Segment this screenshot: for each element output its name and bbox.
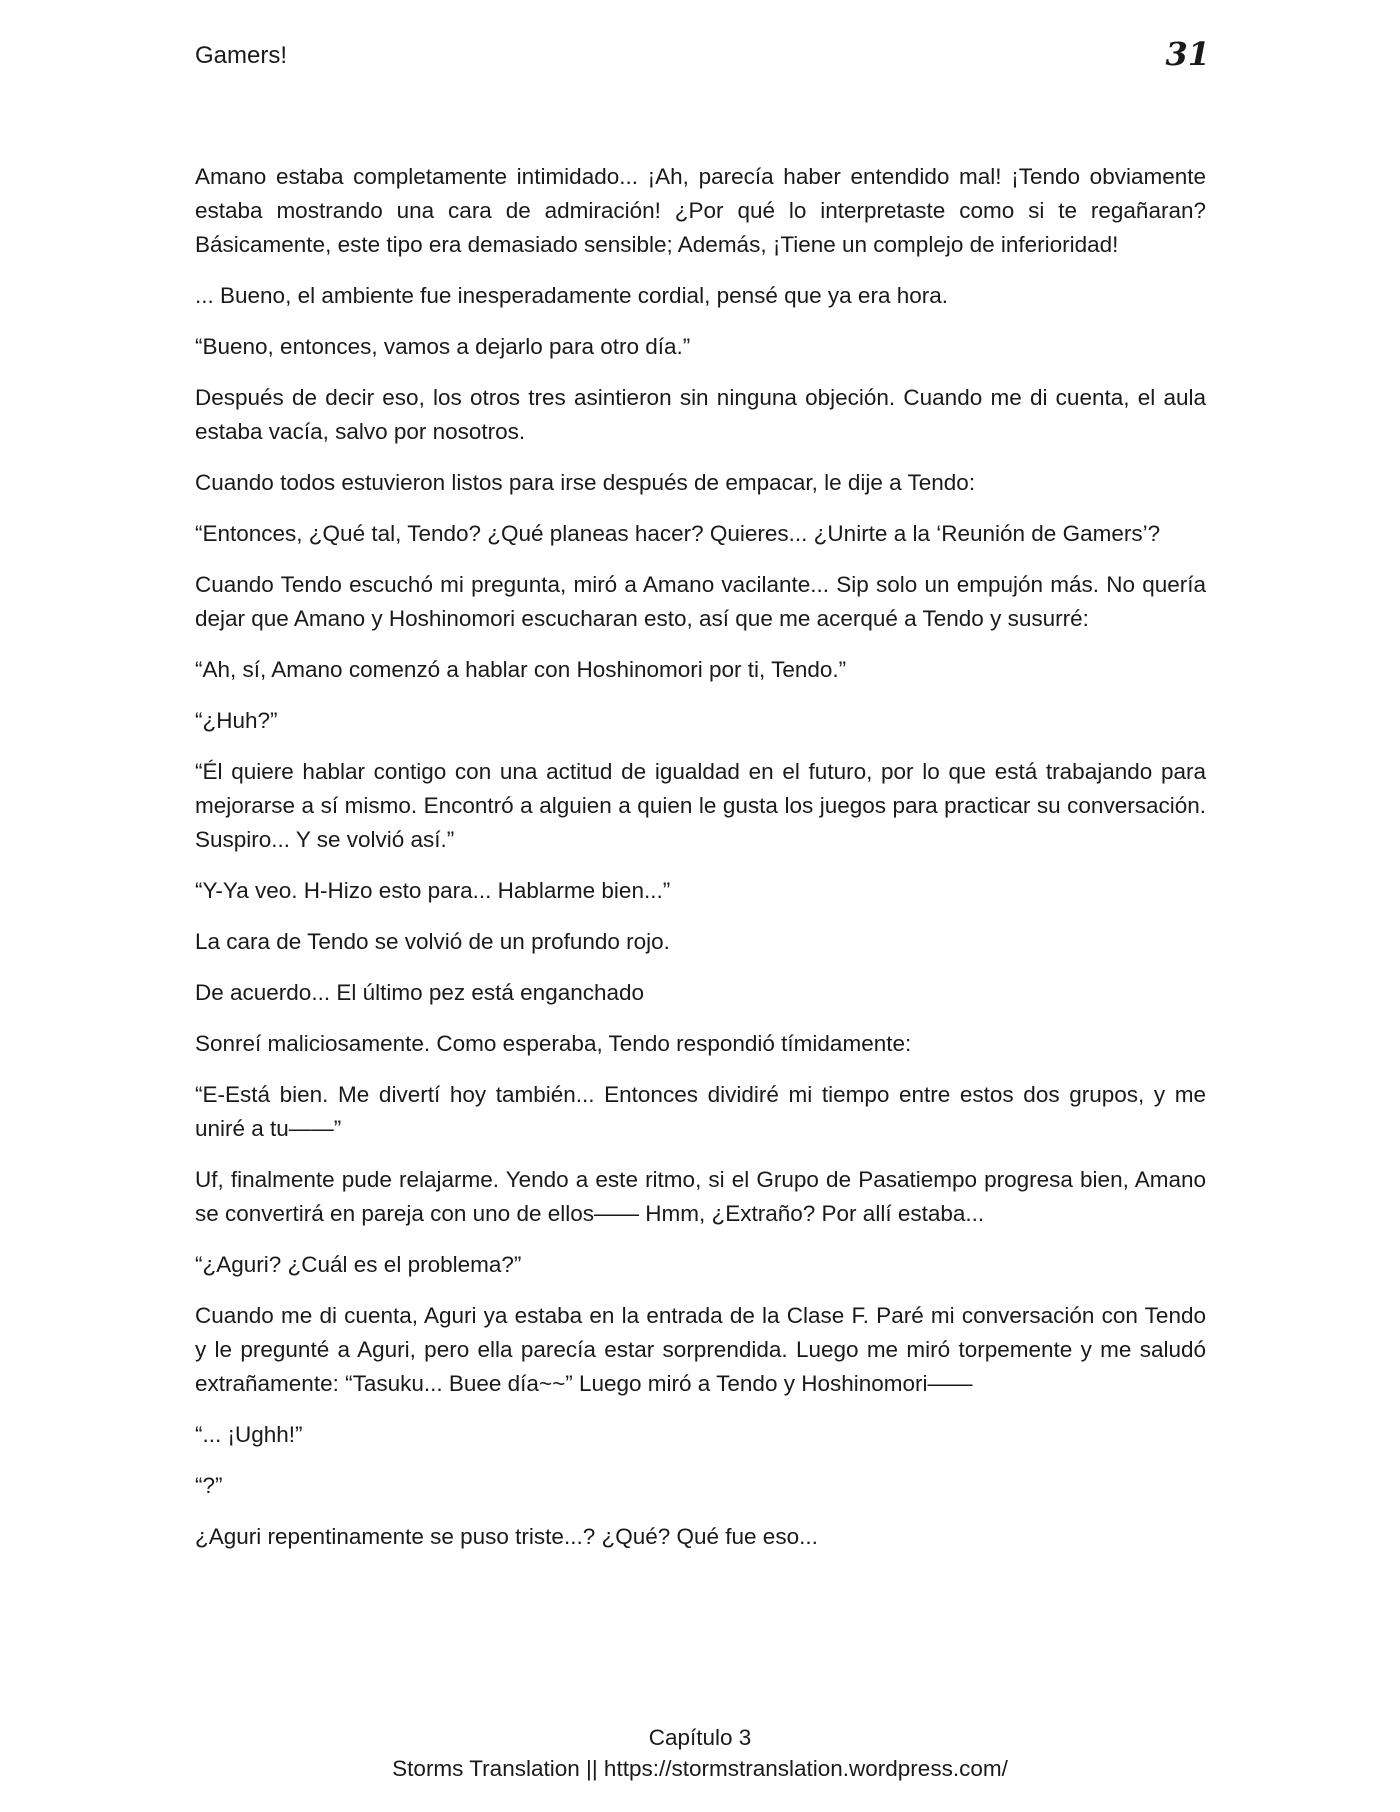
paragraph: “¿Aguri? ¿Cuál es el problema?” — [195, 1252, 522, 1277]
paragraph: “E-Está bien. Me divertí hoy también... Entonces dividiré mi tiempo entre estos dos grupos, y me uniré a tu——” — [195, 1082, 1206, 1141]
paragraph: “Ah, sí, Amano comenzó a hablar con Hoshinomori por ti, Tendo.” — [195, 657, 847, 682]
body-text — [195, 160, 1206, 1571]
page-footer — [0, 1722, 1400, 1784]
paragraph: “Bueno, entonces, vamos a dejarlo para otro día.” — [195, 334, 691, 359]
paragraph: ... Bueno, el ambiente fue inesperadamente cordial, pensé que ya era hora. — [195, 283, 948, 308]
paragraph: Sonreí maliciosamente. Como esperaba, Tendo respondió tímidamente: — [195, 1031, 912, 1056]
footer-chapter: Capítulo 3 — [648, 1725, 752, 1750]
paragraph: La cara de Tendo se volvió de un profundo rojo. — [195, 929, 670, 954]
header-title: Gamers! — [195, 42, 288, 69]
paragraph: “¿Huh?” — [195, 708, 278, 733]
paragraph: “?” — [195, 1473, 223, 1498]
paragraph: Uf, finalmente pude relajarme. Yendo a este ritmo, si el Grupo de Pasatiempo progresa bien, Amano se convertirá en pareja con uno de ellos—— Hmm, ¿Extraño? Por allí estaba... — [195, 1167, 1206, 1226]
paragraph: Cuando me di cuenta, Aguri ya estaba en la entrada de la Clase F. Paré mi conversación con Tendo y le pregunté a Aguri, pero ella parecía estar sorprendida. Luego me miró torpemente y me saludó extrañamente: “Tasuku... Buee día~~” Luego miró a Tendo y Hoshinomori—— — [195, 1303, 1206, 1396]
paragraph: De acuerdo... El último pez está enganchado — [195, 980, 645, 1005]
paragraph: “Y-Ya veo. H-Hizo esto para... Hablarme bien...” — [195, 878, 671, 903]
paragraph: Después de decir eso, los otros tres asintieron sin ninguna objeción. Cuando me di cuenta, el aula estaba vacía, salvo por nosotros. — [195, 385, 1206, 444]
page-number: 31 — [1165, 35, 1210, 73]
paragraph: “Él quiere hablar contigo con una actitud de igualdad en el futuro, por lo que está trabajando para mejorarse a sí mismo. Encontró a alguien a quien le gusta los juegos para practicar su conversación. Suspiro... Y se volvió así.” — [195, 759, 1206, 852]
paragraph: Cuando todos estuvieron listos para irse después de empacar, le dije a Tendo: — [195, 470, 976, 495]
paragraph: Cuando Tendo escuchó mi pregunta, miró a Amano vacilante... Sip solo un empujón más. No quería dejar que Amano y Hoshinomori escucharan esto, así que me acerqué a Tendo y susurré: — [195, 572, 1206, 631]
paragraph: ¿Aguri repentinamente se puso triste...? ¿Qué? Qué fue eso... — [195, 1524, 818, 1549]
paragraph: Amano estaba completamente intimidado... ¡Ah, parecía haber entendido mal! ¡Tendo obviamente estaba mostrando una cara de admiración! ¿Por qué lo interpretaste como si te regañaran? Básicamente, este tipo era demasiado sensible; Además, ¡Tiene un complejo de inferioridad! — [195, 164, 1206, 257]
paragraph: “Entonces, ¿Qué tal, Tendo? ¿Qué planeas hacer? Quieres... ¿Unirte a la ‘Reunión de Gamers’? — [195, 521, 1161, 546]
footer-credit: Storms Translation || https://stormstranslation.wordpress.com/ — [392, 1756, 1008, 1781]
paragraph: “... ¡Ughh!” — [195, 1422, 303, 1447]
